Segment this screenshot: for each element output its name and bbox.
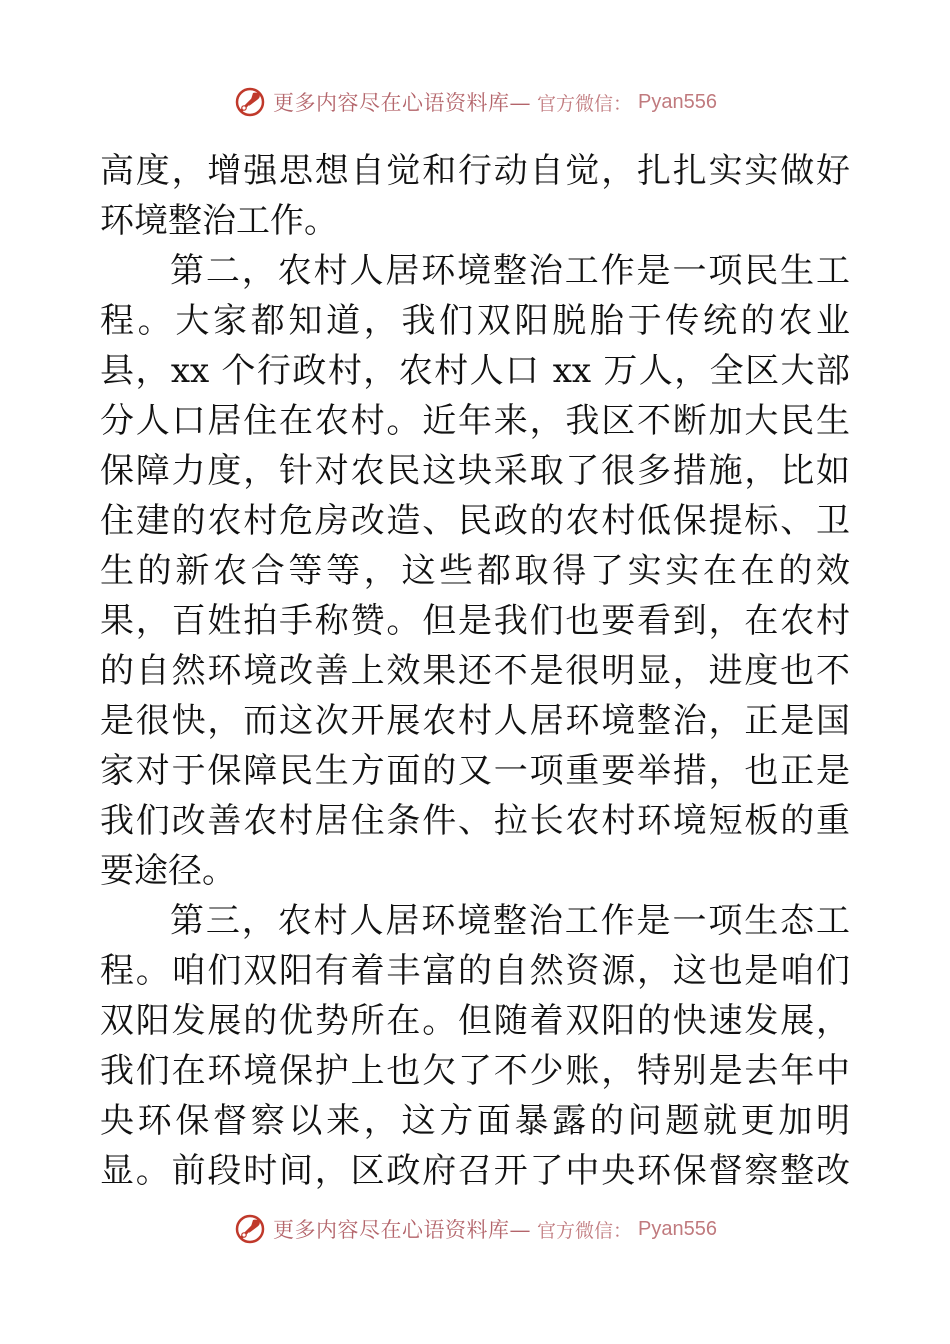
body-line: 我们在环境保护上也欠了不少账，特别是去年中 (100, 1051, 850, 1091)
body-line: 家对于保障民生方面的又一项重要举措，也正是 (100, 751, 850, 791)
body-line: 的自然环境改善上效果还不是很明显，进度也不 (100, 651, 850, 691)
body-line: 双阳发展的优势所在。但随着双阳的快速发展， (100, 1001, 850, 1041)
body-line: 显。前段时间，区政府召开了中央环保督察整改 (100, 1151, 850, 1191)
header-watermark (0, 82, 950, 122)
body-line: 环境整治工作。 (100, 201, 338, 241)
body-line: 果，百姓拍手称赞。但是我们也要看到，在农村 (100, 601, 850, 641)
body-line: 程。咱们双阳有着丰富的自然资源，这也是咱们 (100, 951, 850, 991)
body-line: 我们改善农村居住条件、拉长农村环境短板的重 (100, 801, 850, 841)
paragraph-start-line: 第二，农村人居环境整治工作是一项民生工 (170, 251, 850, 291)
watermark-wechat-id: Pyan556 (638, 90, 717, 113)
quill-logo-icon (233, 1212, 267, 1246)
watermark-site-text: 更多内容尽在心语资料库— (273, 91, 531, 115)
body-line: 县，xx 个行政村，农村人口 xx 万人，全区大部 (100, 351, 850, 391)
watermark-wechat-id: Pyan556 (638, 1217, 717, 1240)
paragraph-start-line: 第三，农村人居环境整治工作是一项生态工 (170, 901, 850, 941)
watermark-wechat-label: 官方微信： (537, 92, 633, 115)
body-line: 保障力度，针对农民这块采取了很多措施，比如 (100, 451, 850, 491)
watermark-site-text: 更多内容尽在心语资料库— (273, 1218, 531, 1242)
body-line: 程。大家都知道，我们双阳脱胎于传统的农业 (100, 301, 850, 341)
quill-logo-icon (233, 85, 267, 119)
body-line: 要途径。 (100, 851, 236, 891)
body-line: 住建的农村危房改造、民政的农村低保提标、卫 (100, 501, 850, 541)
body-line: 分人口居住在农村。近年来，我区不断加大民生 (100, 401, 850, 441)
body-line: 高度，增强思想自觉和行动自觉，扎扎实实做好 (100, 151, 850, 191)
body-line: 生的新农合等等，这些都取得了实实在在的效 (100, 551, 850, 591)
body-line: 央环保督察以来，这方面暴露的问题就更加明 (100, 1101, 850, 1141)
watermark-wechat-label: 官方微信： (537, 1219, 633, 1242)
footer-watermark (0, 1209, 950, 1249)
document-body (100, 146, 850, 1196)
body-line: 是很快，而这次开展农村人居环境整治，正是国 (100, 701, 850, 741)
